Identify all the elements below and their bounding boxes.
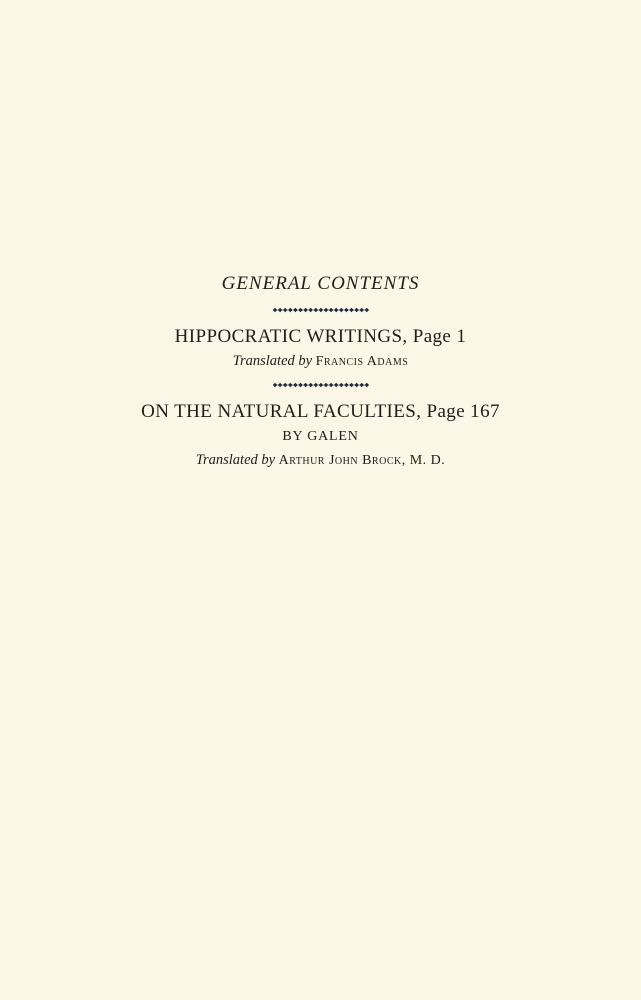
translated-by-label: Translated by — [195, 452, 276, 468]
general-contents-block — [0, 270, 641, 472]
ornament-divider — [0, 381, 641, 391]
diamond-rule-icon — [272, 381, 370, 389]
translator-name: Francis Adams — [315, 354, 409, 369]
translator-line — [0, 350, 641, 373]
translator-line — [0, 449, 641, 472]
diamond-rule-icon — [272, 306, 370, 314]
entry-title: HIPPOCRATIC WRITINGS, Page 1 — [174, 326, 467, 347]
contents-entry-galen — [0, 399, 641, 472]
translator-name: Arthur John Brock, M. D. — [278, 453, 446, 468]
ornament-divider — [0, 306, 641, 316]
translated-by-label: Translated by — [232, 353, 313, 369]
entry-title: ON THE NATURAL FACULTIES, Page 167 — [141, 401, 500, 422]
author-line: BY GALEN — [282, 429, 359, 444]
contents-heading: GENERAL CONTENTS — [221, 273, 420, 294]
contents-entry-hippocratic — [0, 324, 641, 373]
